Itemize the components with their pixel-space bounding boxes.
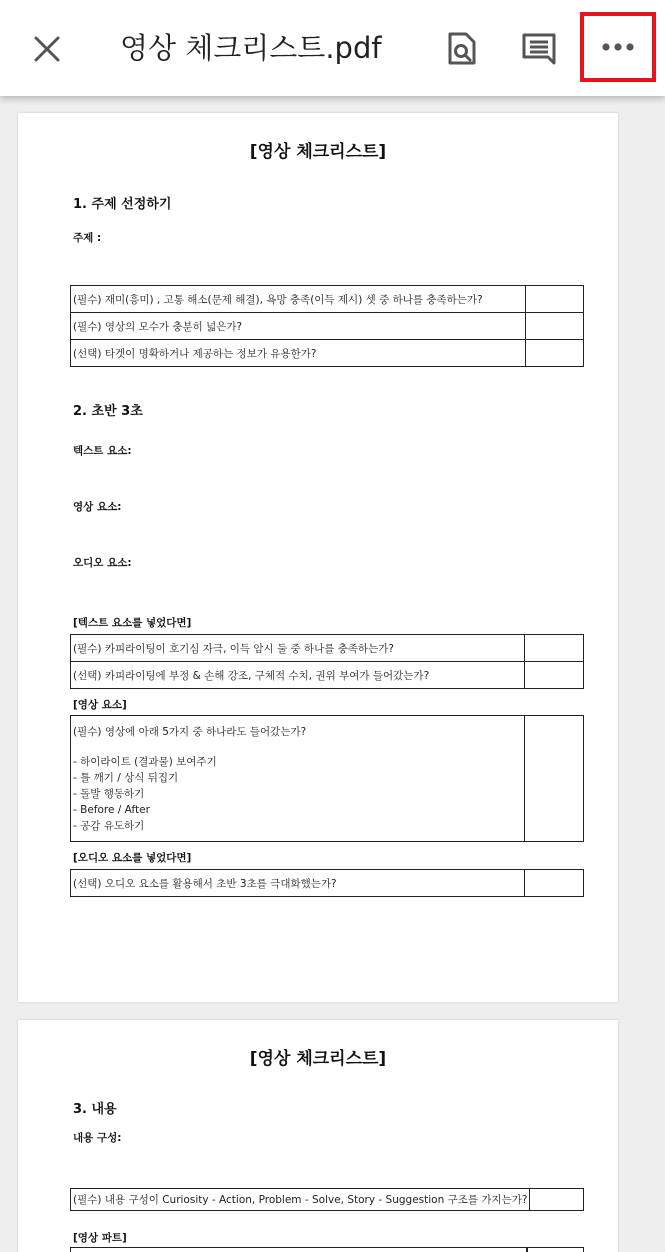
audio-element-label: 오디오 요소: <box>73 557 132 569</box>
checklist-question <box>71 716 525 842</box>
subsection-label: [영상 요소] <box>73 699 127 711</box>
checklist-option: - 틀 깨기 / 상식 뒤집기 <box>73 772 179 784</box>
checklist-question: (필수) 내용 구성이 Curiosity - Action, Problem - Solve, Story - Suggestion 구조를 가지는가? <box>71 1189 530 1211</box>
document-title: 영상 체크리스트.pdf <box>120 31 382 65</box>
checklist-question: (선택) 타겟이 명확하거나 제공하는 정보가 유용한가? <box>71 340 526 367</box>
checklist-checkbox-cell <box>525 635 584 662</box>
checklist-question: (필수) 카피라이팅이 호기심 자극, 이득 암시 둘 중 하나를 충족하는가? <box>71 635 525 662</box>
checklist-row <box>71 635 584 662</box>
more-horiz-icon <box>601 42 635 52</box>
pdf-page-2 <box>18 1020 618 1252</box>
more-options-button[interactable] <box>580 12 656 82</box>
checklist-question: (선택) 오디오 요소를 활용해서 초반 3초를 극대화했는가? <box>71 870 525 897</box>
page-title: [영상 체크리스트] <box>249 142 387 162</box>
checklist-table <box>70 715 584 842</box>
checklist-checkbox-cell <box>525 870 584 897</box>
checklist-option: - Before / After <box>73 804 150 816</box>
section-heading: 2. 초반 3초 <box>73 404 143 419</box>
checklist-row <box>71 286 584 313</box>
checklist-checkbox-cell <box>525 286 583 313</box>
topic-label: 주제 : <box>73 232 102 244</box>
checklist-row <box>71 662 584 689</box>
comment-icon <box>521 32 557 66</box>
subsection-label: [텍스트 요소를 넣었다면] <box>73 617 192 629</box>
pdf-page-1 <box>18 113 618 1002</box>
text-element-label: 텍스트 요소: <box>73 445 132 457</box>
checklist-row <box>71 716 584 842</box>
checklist-row <box>71 340 584 367</box>
section-heading: 1. 주제 선정하기 <box>73 197 172 212</box>
top-app-bar <box>0 0 665 96</box>
checklist-checkbox-cell <box>530 1189 584 1211</box>
close-icon <box>34 36 60 62</box>
subsection-label: [영상 파트] <box>73 1232 127 1244</box>
checklist-checkbox-cell <box>525 340 583 367</box>
checklist-question: (필수) 재미(흥미) , 고통 해소(문제 해결), 욕망 충족(이득 제시) 셋 중 하나를 충족하는가? <box>71 286 526 313</box>
checklist-row <box>71 313 584 340</box>
checklist-checkbox-cell <box>525 716 584 842</box>
close-button[interactable] <box>22 24 72 74</box>
comments-button[interactable] <box>512 22 566 76</box>
checklist-row <box>71 1189 584 1211</box>
checklist-checkbox-cell <box>525 313 583 340</box>
video-element-label: 영상 요소: <box>73 501 122 513</box>
find-in-page-icon <box>446 32 478 66</box>
checklist-table-partial <box>70 1247 584 1252</box>
checklist-checkbox-cell <box>525 662 584 689</box>
checklist-table <box>70 285 584 367</box>
checklist-table <box>70 869 584 897</box>
checklist-option: - 공감 유도하기 <box>73 820 145 832</box>
checklist-table <box>70 634 584 689</box>
page-title: [영상 체크리스트] <box>249 1049 387 1069</box>
section-heading: 3. 내용 <box>73 1102 117 1117</box>
checklist-question: (필수) 영상의 모수가 충분히 넓은가? <box>71 313 526 340</box>
checklist-question: (선택) 카피라이팅에 부정 & 손해 강조, 구체적 수치, 권위 부여가 들어갔는가? <box>71 662 525 689</box>
find-in-document-button[interactable] <box>435 22 489 76</box>
checklist-option: - 하이라이트 (결과물) 보여주기 <box>73 756 217 768</box>
checklist-option: - 돌발 행동하기 <box>73 788 145 800</box>
subsection-label: [오디오 요소를 넣었다면] <box>73 852 192 864</box>
checklist-table <box>70 1188 584 1211</box>
checklist-row <box>71 870 584 897</box>
content-structure-label: 내용 구성: <box>73 1132 122 1144</box>
checklist-question-title: (필수) 영상에 아래 5가지 중 하나라도 들어갔는가? <box>73 726 307 738</box>
